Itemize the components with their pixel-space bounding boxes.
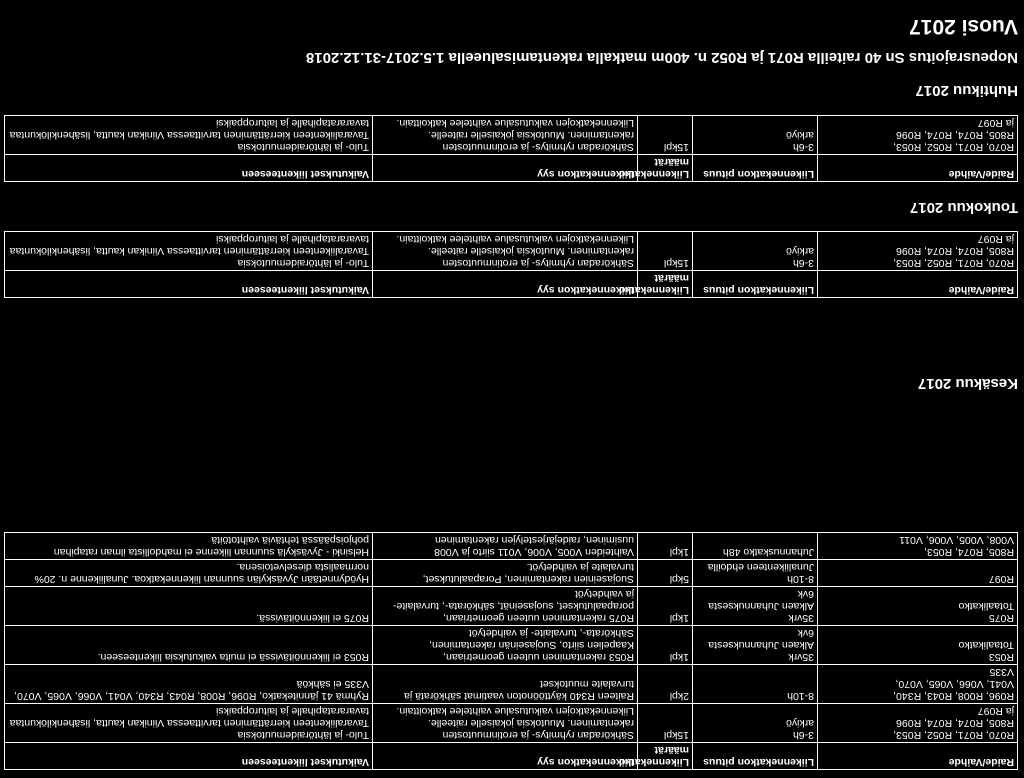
section-title-june: Kesäkuu 2017 [917,375,1018,392]
cell-raide: R070, R071, R052, R053, R805, R074, R074, R096 ja R097 [818,704,1018,743]
header-raide: Raide/Vaihde [818,155,1018,182]
header-vaikutus: Vaikutukset liikenteeseen [5,271,373,298]
cell-maara: 15kpl [638,232,693,271]
cell-raide: R805, R074, R053, V008, V005, V006, V011 [818,533,1018,560]
header-pituus: Liikennekatkon pituus [693,155,818,182]
cell-syy: Vaihteiden V005, V006, V011 siirto ja V008 uusiminen, raidejärjestelyjen rakentaminen [373,533,638,560]
header-vaikutus: Vaikutukset liikenteeseen [5,155,373,182]
header-row [5,271,1018,298]
header-row [5,155,1018,182]
subtitle: Nopeusrajoitus Sn 40 raiteilla R071 ja R052 n. 400m matkalla rakentamisalueella 1.5.2017-31.12.2018 [305,49,1018,66]
header-syy: Liikennekatkon syy [373,743,638,770]
header-pituus: Liikennekatkon pituus [693,743,818,770]
cell-maara: 15kpl [638,704,693,743]
header-maara: Liikennekatko määrät [638,271,693,298]
cell-pituus: 8-10h [693,665,818,704]
cell-maara: 1kpl [638,533,693,560]
cell-vaikutus: Ryhmä 41 jännitekatko, R096, R008, R043, R340, V041, V066, V065, V070, V335 ei sähköä [5,665,373,704]
section-title-may: Toukokuu 2017 [909,199,1018,216]
cell-syy: R075 rakentaminen uuteen geometriaan, porapaalutukset, suojaseinät, sähkörata-, turvalaite- ja vaihdetyöt [373,587,638,626]
cell-vaikutus: Tulo- ja lähtöraidemuutoksia Tavaraliikenteen kierrättäminen tarvittaessa Viinikan kautta, lisähenkilökuntaa tavararatapihalle ja laituroppaiksi [5,704,373,743]
page-title: Vuosi 2017 [909,15,1018,38]
cell-syy: Sähköradan ryhmitys- ja erotinmuutosten rakentaminen. Muutoksia jokaiselle raiteelle. Liikennekatkojen vaikutusalue vaihtelee katkoittain. [373,232,638,271]
cell-syy: Sähköradan ryhmitys- ja erotinmuutosten rakentaminen. Muutoksia jokaiselle raiteelle. Liikennekatkojen vaikutusalue vaihtelee katkoittain. [373,116,638,155]
table-row [5,232,1018,271]
header-raide: Raide/Vaihde [818,743,1018,770]
cell-pituus: 3-6h arkiyö [693,704,818,743]
table-row [5,533,1018,560]
section-title-april: Huhtikuu 2017 [915,82,1018,99]
cell-vaikutus: Tulo- ja lähtöraidemuutoksia Tavaraliikenteen kierrättäminen tarvittaessa Viinikan kautta, lisähenkilökuntaa tavararatapihalle ja laituroppaiksi [5,232,373,271]
cell-vaikutus: R075 ei liikennöitävissä. [5,587,373,626]
header-maara: Liikennekatko määrät [638,743,693,770]
cell-vaikutus: Hyödynnetään Jyväskylän suunnan liikennekatkoa. Junaliikenne n. 20% normaalista dieselvetoisena. [5,560,373,587]
cell-maara: 5kpl [638,560,693,587]
cell-maara: 1kpl [638,587,693,626]
table-row [5,587,1018,626]
table-row [5,704,1018,743]
table-row [5,560,1018,587]
header-pituus: Liikennekatkon pituus [693,271,818,298]
header-maara: Liikennekatko määrät [638,155,693,182]
table-june [4,532,1018,770]
cell-raide: R053 Totaalikatko [818,626,1018,665]
cell-pituus: 35vrk Alkaen Juhannuksesta 6vk [693,626,818,665]
cell-syy: Suojaseinien rakentaminen, Porapaalutukset, turvalaite ja vaihdetyöt. [373,560,638,587]
table-april [4,115,1018,182]
header-raide: Raide/Vaihde [818,271,1018,298]
cell-maara: 2kpl [638,665,693,704]
cell-raide: R075 Totaalikatko [818,587,1018,626]
cell-syy: Raiteen R340 käyttöönoton vaatimat sähköratä ja turvalaite muutokset [373,665,638,704]
table-row [5,665,1018,704]
cell-raide: R097 [818,560,1018,587]
cell-pituus: 8-10h Junaliikenteen ehdoilla [693,560,818,587]
header-vaikutus: Vaikutukset liikenteeseen [5,743,373,770]
cell-maara: 1kpl [638,626,693,665]
cell-syy: Sähköradan ryhmitys- ja erotinmuutosten rakentaminen. Muutoksia jokaiselle raiteelle. Liikennekatkojen vaikutusalue vaihtelee katkoittain. [373,704,638,743]
table-row [5,626,1018,665]
cell-pituus: 3-6h arkiyö [693,232,818,271]
cell-pituus: 35vrk Alkaen Juhannuksesta 6vk [693,587,818,626]
cell-syy: R053 rakentaminen uuteen geometriaan, Kaapelien siirto, Suojaseinän rakentaminen, Sähkörata-, turvalaite- ja vaihdetyöt [373,626,638,665]
header-syy: Liikennekatkon syy [373,271,638,298]
table-may [4,231,1018,298]
table-row [5,116,1018,155]
cell-raide: R096, R008, R043, R340, V041, V066, V065, V070, V335 [818,665,1018,704]
cell-vaikutus: Helsinki - Jyväskylä suunnan liikenne ei mahdollista ilman ratapihan pohjoispäässä tehtäviä vaihtotöitä [5,533,373,560]
header-row [5,743,1018,770]
cell-maara: 15kpl [638,116,693,155]
cell-raide: R070, R071, R052, R053, R805, R074, R074, R096 ja R097 [818,232,1018,271]
header-syy: Liikennekatkon syy [373,155,638,182]
cell-raide: R070, R071, R052, R053, R805, R074, R074, R096 ja R097 [818,116,1018,155]
cell-pituus: 3-6h arkiyö [693,116,818,155]
cell-pituus: Juhannuskatko 48h [693,533,818,560]
cell-vaikutus: Tulo- ja lähtöraidemuutoksia Tavaraliikenteen kierrättäminen tarvittaessa Viinikan kautta, lisähenkilökuntaa tavararatapihalle ja laituroppaiksi [5,116,373,155]
cell-vaikutus: R053 ei liikennöitävissä ei muita vaikutuksia liikenteeseen. [5,626,373,665]
